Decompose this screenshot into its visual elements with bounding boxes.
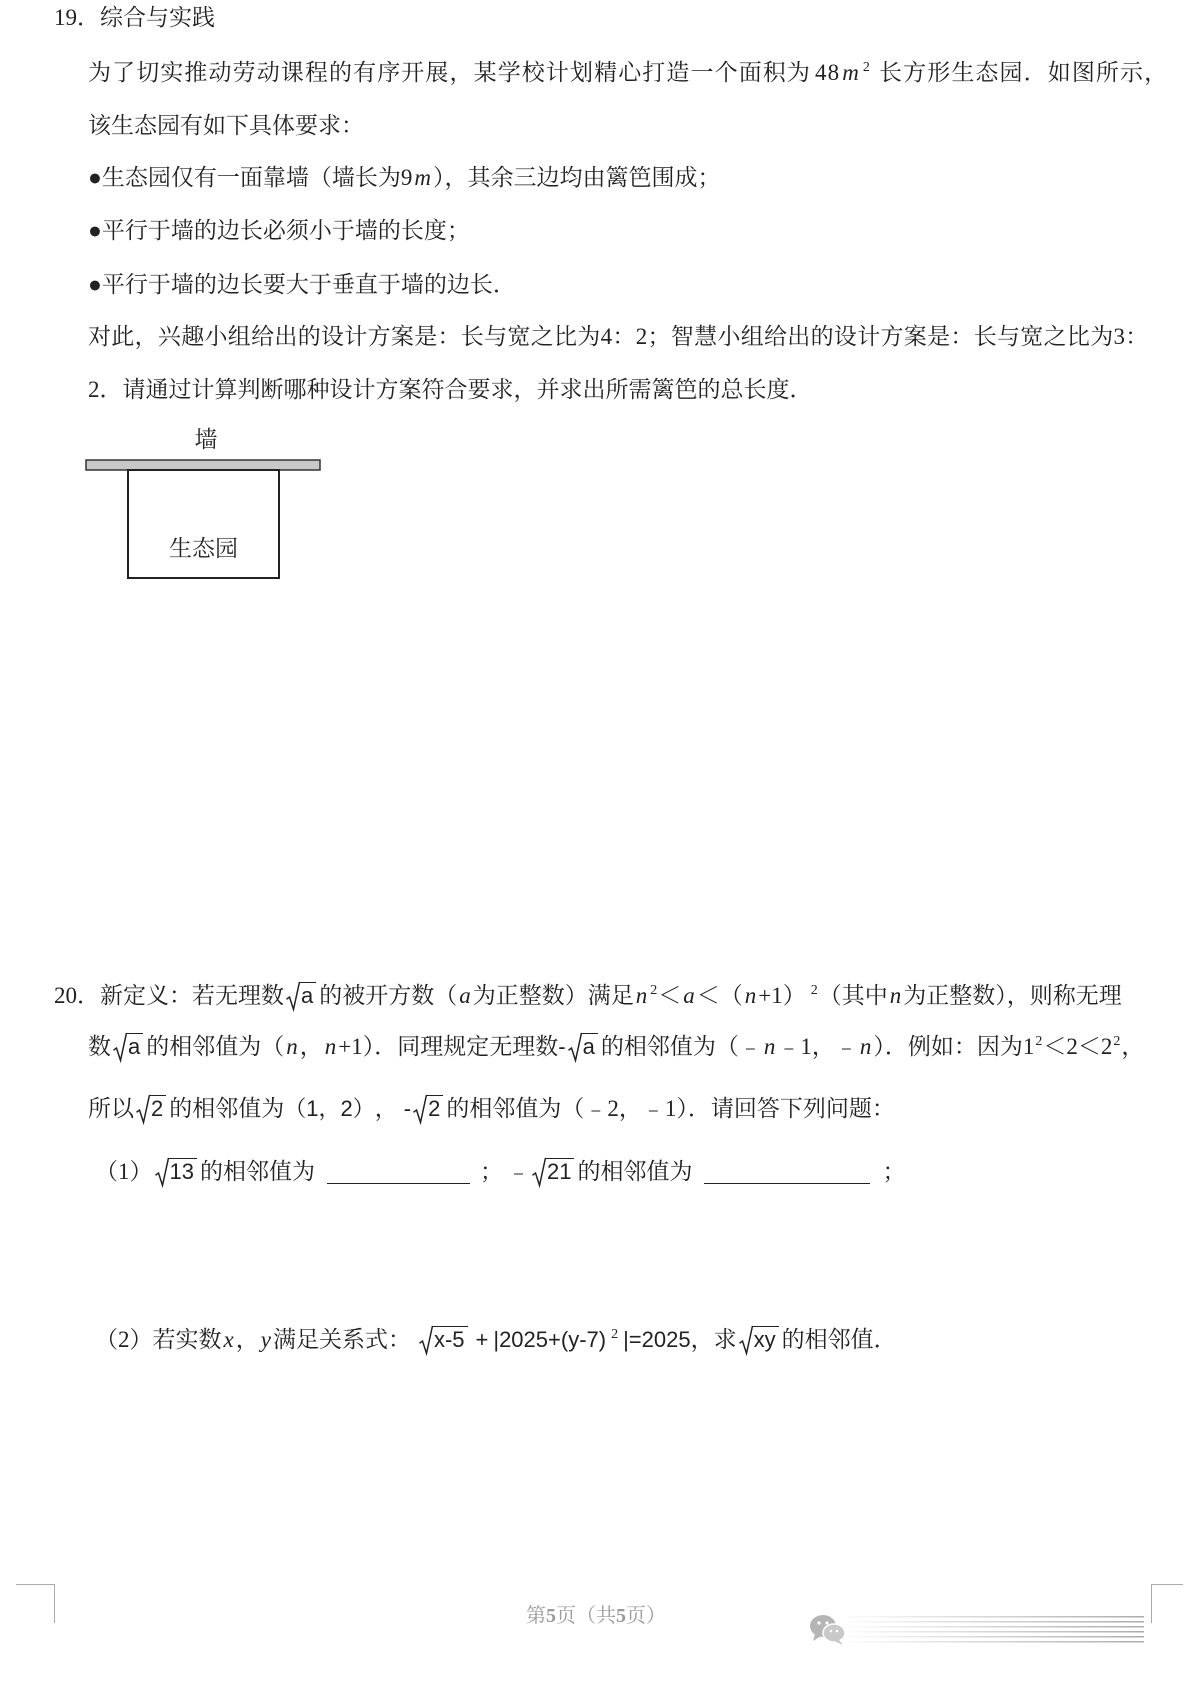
radical-sign-icon [532,1157,546,1187]
area-exponent: 2 [862,60,872,75]
q19-requirement-1 [88,163,721,193]
text-segment: 的相邻值为（﹣2，﹣1）．请回答下列问题： [446,1096,895,1121]
sqrt-expression [419,1325,468,1355]
text-segment: +1）．同理规定无理数 [338,1034,559,1059]
radical-sign-icon [568,1032,582,1062]
radical-sign-icon [155,1157,169,1187]
q19-title: 19．综合与实践 [54,5,215,30]
variable-n: n [889,983,902,1008]
variable-a: a [459,983,471,1008]
superscript: 2 [1113,1034,1121,1049]
q20-part-2 [95,1325,897,1355]
text-segment: ，求 [690,1327,737,1352]
minus-sign: - [403,1096,412,1121]
text-segment: ），其余三边均由篱笆围成； [433,165,721,190]
variable-n: n [635,983,648,1008]
text-segment: ＜ [658,983,682,1008]
sqrt-expression [113,1032,143,1062]
radical-sign-icon [739,1325,753,1355]
variable-n: n [286,1034,298,1059]
q19-task: 2．请通过计算判断哪种设计方案符合要求，并求出所需篱笆的总长度． [88,377,813,402]
text-segment: （其中 [818,983,888,1008]
radicand: xy [752,1326,779,1353]
q20-line-2 [88,1032,1144,1062]
answer-blank [327,1163,470,1184]
text-segment: 的相邻值为（﹣ [600,1034,762,1059]
text-segment: 为正整数）满足 [472,983,634,1008]
variable-n: n [859,1034,872,1059]
q20-line-1 [54,981,1122,1011]
sqrt-expression [155,1157,197,1187]
superscript: 2 [810,983,818,998]
answer-blank [704,1163,870,1184]
q20-line-3 [88,1094,895,1124]
superscript: 2 [611,1327,619,1342]
text-segment: 为了切实推动劳动课程的有序开展，某学校计划精心打造一个面积为 [88,60,811,85]
math-expression: |2025+(y-7) [493,1327,607,1352]
variable-n: n [744,983,757,1008]
footer-prefix: 第 [526,1605,546,1627]
text-segment: 的相邻值为（ [146,1034,285,1059]
footer-suffix: 页） [626,1605,666,1627]
text-segment: ， [374,1096,398,1121]
radical-sign-icon [413,1094,427,1124]
q19-requirement-3: ●平行于墙的边长要大于垂直于墙的边长． [88,272,516,297]
variable-y: y [260,1327,271,1352]
text-segment: ， [299,1034,323,1059]
text-segment: ； [882,1159,906,1184]
radical-sign-icon [286,981,300,1011]
text-segment: 的被开方数（ [319,983,458,1008]
radical-sign-icon [419,1325,433,1355]
sqrt-expression [286,981,316,1011]
area-unit: m [842,60,860,85]
footer-page-number: 5 [546,1605,556,1627]
text-segment: ●生态园仅有一面靠墙（墙长为9 [88,165,413,190]
garden-label: 生态园 [169,536,238,561]
radicand: 2 [149,1095,166,1122]
radicand: a [126,1033,143,1060]
text-segment: 的相邻值为 [169,1096,285,1121]
footer-page-total: 5 [616,1605,626,1627]
garden-figure [80,425,330,585]
sqrt-expression [413,1094,443,1124]
radicand: 21 [545,1158,574,1185]
text-segment: 满足关系式： [272,1327,411,1352]
q20-part-1 [95,1157,905,1187]
radical-sign-icon [136,1094,150,1124]
text-segment: 长方形生态园．如图所示， [879,60,1169,85]
variable-n: n [324,1034,337,1059]
radicand: 13 [168,1158,197,1185]
watermark [808,1610,1148,1652]
text-segment: 数 [88,1034,111,1059]
text-segment: （1） [95,1159,153,1184]
text-segment: 的相邻值． [781,1327,897,1352]
text-segment: ， [235,1327,259,1352]
superscript: 2 [1035,1034,1043,1049]
q19-intro-cont: 该生态园有如下具体要求： [88,113,364,138]
radical-sign-icon [113,1032,127,1062]
math-expression: |=2025 [623,1327,691,1352]
text-segment: 20．新定义：若无理数 [54,983,284,1008]
footer-middle: 页（共 [556,1605,616,1627]
watermark-lines [848,1616,1144,1645]
text-segment: ， [1121,1034,1145,1059]
text-segment: 的相邻值为 [577,1159,693,1184]
radicand: x-5 [432,1326,468,1353]
text-segment: ）．例如：因为1 [873,1034,1035,1059]
wall-label: 墙 [194,427,218,452]
sqrt-expression [568,1032,598,1062]
plus-sign: + [475,1327,489,1352]
text-segment: ﹣1，﹣ [777,1034,858,1059]
radicand: a [299,982,316,1009]
variable-x: x [223,1327,234,1352]
superscript: 2 [650,983,658,998]
text-segment: 的相邻值为 [199,1159,315,1184]
variable-n: n [763,1034,776,1059]
text-segment: ； [479,1159,503,1184]
minus-sign: - [558,1034,566,1059]
text-segment: +1） [758,983,806,1008]
text-segment: （2）若实数 [95,1327,222,1352]
q19-plans: 对此，兴趣小组给出的设计方案是：长与宽之比为4：2；智慧小组给出的设计方案是：长与宽之比为3： [88,324,1149,349]
text-segment: 所以 [88,1096,134,1121]
length-unit: m [414,165,432,190]
text-segment: 为正整数），则称无理 [903,983,1122,1008]
q19-intro-line [88,58,1168,88]
text-segment: ＜2＜2 [1043,1034,1113,1059]
wechat-icon [808,1612,848,1648]
sqrt-expression [136,1094,166,1124]
sqrt-expression [532,1157,574,1187]
area-value: 48 [815,60,841,85]
radicand: a [581,1033,598,1060]
variable-a: a [683,983,695,1008]
wall-bar [86,460,320,470]
radicand: 2 [426,1095,443,1122]
sqrt-expression [739,1325,779,1355]
text-segment: ＜（ [696,983,743,1008]
interval-value: （1，2） [284,1096,375,1121]
minus-sign: ﹣ [506,1159,530,1184]
q19-requirement-2: ●平行于墙的边长必须小于墙的长度； [88,218,470,243]
